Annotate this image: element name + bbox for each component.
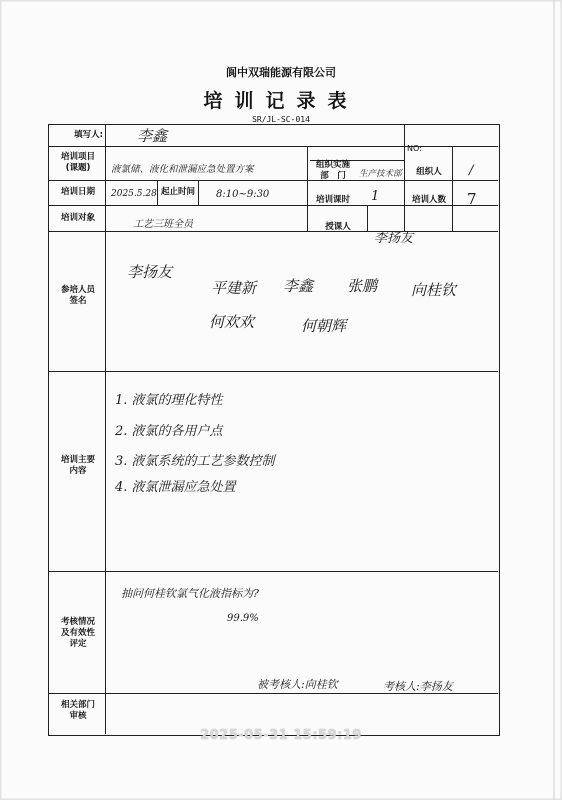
document-code: SR/JL-SC-014 — [252, 115, 310, 124]
date-label: 培训日期 — [60, 187, 95, 197]
participants-label: 参培人员 签名 — [60, 285, 95, 306]
filler-label: 填写人: — [74, 130, 103, 140]
participant-signature: 何欢欢 — [209, 313, 255, 331]
count-label: 培训人数 — [411, 195, 446, 205]
row-divider — [49, 231, 498, 232]
organizer-value: / — [469, 163, 474, 178]
assessment-answer: 99.9% — [227, 613, 259, 624]
participant-signature: 向桂钦 — [411, 281, 457, 299]
content-item: 1. 液氯的理化特性 — [115, 393, 223, 408]
participant-signature: 张鹏 — [347, 277, 378, 295]
page-title: 培训记录表 — [203, 90, 359, 112]
time-range-value: 8:10~9:30 — [216, 189, 270, 200]
time-range-label: 起止时间 — [160, 187, 195, 197]
project-label: 培训项目 (课题) — [60, 152, 95, 173]
col-divider — [105, 125, 106, 734]
org-dept-value: 生产技术部 — [359, 169, 402, 179]
filler-value: 李鑫 — [137, 127, 168, 145]
target-label: 培训对象 — [60, 213, 95, 223]
col-divider — [404, 146, 405, 231]
content-item: 2. 液氯的各用户点 — [115, 424, 223, 439]
examinee-signature: 被考核人:向桂钦 — [257, 678, 338, 691]
scan-timestamp: 2025-05-31 15:59:19 — [200, 728, 362, 743]
col-divider — [452, 146, 453, 231]
row-divider — [49, 180, 498, 181]
content-item: 4. 液氯泄漏应急处置 — [115, 480, 236, 495]
assessment-question: 抽问何桂钦氯气化液指标为? — [121, 587, 259, 600]
participant-signature: 平建新 — [211, 279, 257, 297]
content-item: 3. 液氯系统的工艺参数控制 — [115, 454, 275, 469]
lecturer-value: 李扬友 — [374, 231, 414, 246]
hours-label: 培训课时 — [315, 195, 350, 205]
no-label: NO: — [407, 144, 422, 153]
assessment-label: 考核情况 及有效性 评定 — [60, 617, 95, 649]
project-value: 液氯储、液化和泄漏应急处置方案 — [111, 164, 254, 175]
row-divider — [49, 371, 498, 372]
row-divider — [49, 146, 498, 147]
content-label: 培训主要 内容 — [60, 455, 95, 476]
hours-value: 1 — [371, 189, 380, 204]
assessor-signature: 考核人:李扬友 — [383, 680, 453, 693]
participant-signature: 李鑫 — [283, 277, 314, 295]
lecturer-label: 授课人 — [325, 222, 351, 232]
col-divider — [198, 180, 199, 205]
row-divider — [49, 571, 498, 572]
participant-signature: 李扬友 — [127, 263, 173, 281]
date-value: 2025.5.28 — [111, 189, 157, 199]
review-label: 相关部门 审核 — [60, 700, 95, 721]
org-dept-label: 组织实施 部 门 — [315, 160, 350, 181]
training-record-form — [48, 124, 500, 736]
organizer-label: 组织人 — [416, 167, 442, 177]
count-value: 7 — [467, 190, 477, 208]
company-name: 阆中双瑞能源有限公司 — [226, 66, 336, 79]
target-value: 工艺三班全员 — [133, 219, 193, 230]
participant-signature: 何朝辉 — [301, 317, 347, 335]
